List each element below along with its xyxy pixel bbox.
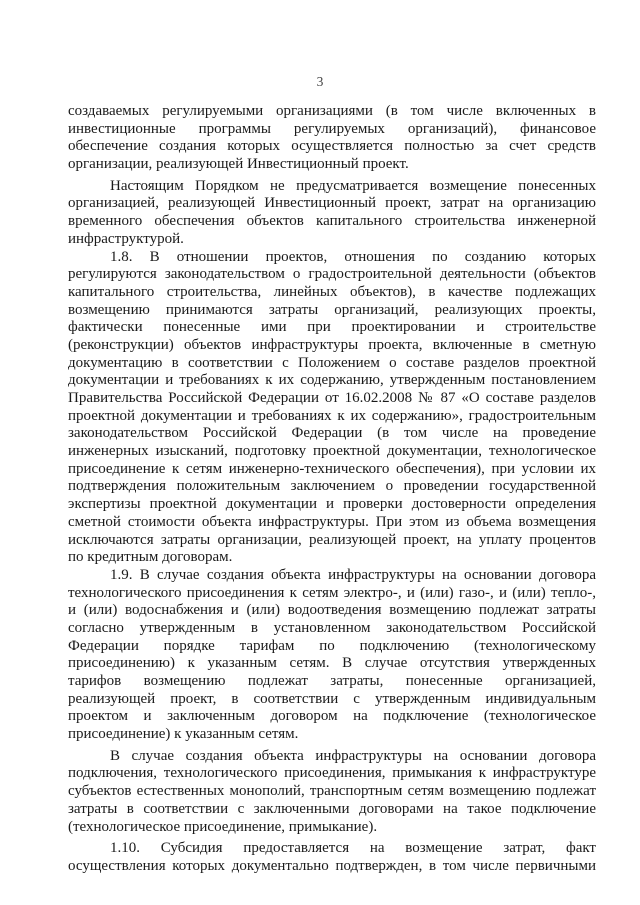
page-number: 3 — [316, 74, 324, 89]
text-line: инженерных изысканий, подготовку проектной документации, технологическое — [68, 443, 596, 460]
text-line: (технологическое присоединение, примыкание). — [68, 818, 378, 835]
text-line: затраты в соответствии с заключенными договорами на такое подключение — [68, 800, 596, 817]
text-line: и (или) водоснабжения и (или) водоотведения возмещению подлежат затраты — [68, 602, 596, 619]
text-line: присоединению) к указанным сетям. В случае отсутствия утвержденных — [68, 655, 596, 672]
text-line: инфраструктурой. — [68, 230, 184, 247]
text-line: технологического присоединения к сетям электро-, и (или) газо-, и (или) тепло-, — [68, 584, 596, 601]
text-line: возмещению принимаются затраты организаций, реализующих проекты, — [68, 301, 596, 318]
text-line: проектом и заключенным договором на подключение (технологическое — [68, 708, 596, 725]
text-line: Правительства Российской Федерации от 16.02.2008 № 87 «О составе разделов — [68, 390, 596, 406]
text-line: В случае создания объекта инфраструктуры на основании договора — [110, 747, 596, 764]
text-line: капитального строительства, линейных объектов), в качестве подлежащих — [68, 283, 596, 300]
text-line: присоединение) к указанным сетям. — [68, 726, 299, 743]
text-line: организацией, реализующей Инвестиционный проект, затрат на организацию — [68, 195, 596, 212]
text-line: 1.8. В отношении проектов, отношения по созданию которых — [110, 248, 596, 265]
text-line: временного обеспечения объектов капитального строительства инженерной — [68, 213, 596, 230]
text-line: Федерации порядке тарифам по подключению (технологическому — [68, 637, 596, 654]
text-line: инвестиционные программы регулируемых организаций), финансовое — [68, 120, 596, 137]
text-line: проектной документации и требованиях к их содержанию», градостроительным — [68, 407, 596, 424]
text-line: присоединение к сетям инженерно-технического обеспечения), при условии их — [68, 460, 596, 477]
text-line: законодательством Российской Федерации (в том числе на проведение — [68, 425, 596, 442]
text-line: 1.10. Субсидия предоставляется на возмещение затрат, факт — [110, 840, 596, 857]
text-line: обеспечение создания которых осуществляется полностью за счет средств — [68, 138, 596, 155]
text-line: экспертизы проектной документации и проверки достоверности определения — [68, 496, 596, 513]
text-line: осуществления которых документально подтвержден, в том числе первичными — [68, 857, 596, 874]
text-line: подтверждения положительным заключением о проведении государственной — [68, 478, 596, 495]
text-line: документацию в соответствии с Положением о составе разделов проектной — [68, 354, 596, 371]
text-line: подключения, технологического присоединения, примыкания к инфраструктуре — [68, 765, 596, 782]
text-line: исключаются затраты организации, реализующей проект, на уплату процентов — [68, 531, 596, 548]
text-line: Настоящим Порядком не предусматривается возмещение понесенных — [110, 177, 596, 194]
text-line: субъектов естественных монополий, транспортным сетям возмещению подлежат — [68, 783, 596, 800]
text-line: по кредитным договорам. — [68, 549, 233, 566]
text-line: организации, реализующей Инвестиционный проект. — [68, 156, 409, 173]
text-line: (реконструкции) объектов инфраструктуры проекта, включенные в сметную — [68, 336, 596, 353]
text-line: сметной стоимости объекта инфраструктуры. При этом из объема возмещения — [68, 513, 596, 530]
text-line: реализующей проект, в соответствии с утвержденным индивидуальным — [68, 690, 596, 707]
text-line: регулируются законодательством о градостроительной деятельности (объектов — [68, 266, 596, 283]
text-line: тарифов возмещению подлежат затраты, понесенные организацией, — [68, 673, 596, 689]
document-body — [68, 103, 596, 876]
text-line: создаваемых регулируемыми организациями (в том числе включенных в — [68, 103, 596, 119]
text-line: 1.9. В случае создания объекта инфраструктуры на основании договора — [110, 566, 596, 583]
text-line: согласно утвержденным в установленном законодательством Российской — [68, 619, 596, 636]
text-line: фактически понесенные ими при проектировании и строительстве — [68, 319, 596, 336]
text-line: документации и требованиях к их содержанию, утвержденным постановлением — [68, 372, 596, 389]
